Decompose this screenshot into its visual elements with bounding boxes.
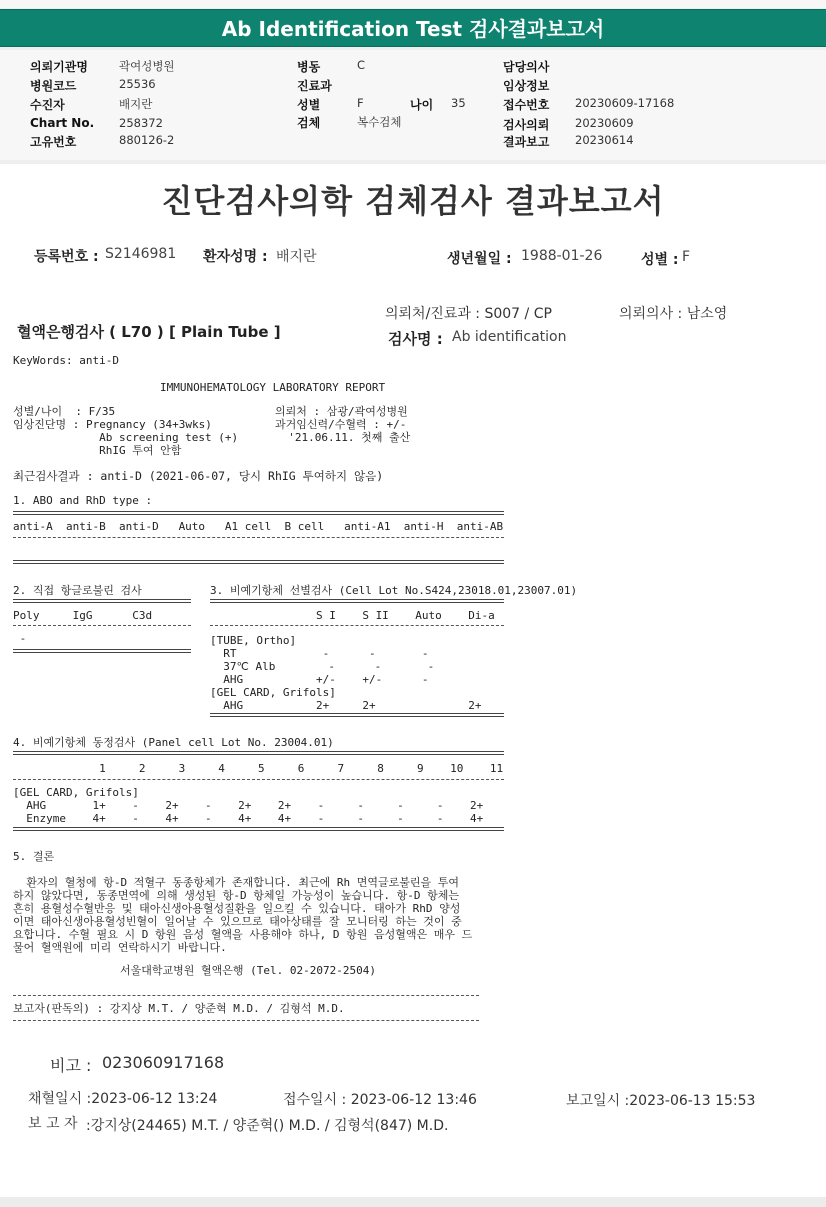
recent-result: 최근검사결과 : anti-D (2021-06-07, 당시 RhIG 투여하지 않음) <box>13 469 384 483</box>
section-4-title: 4. 비예기항체 동정검사 (Panel cell Lot No. 23004.01) <box>13 736 334 749</box>
collection-time: 채혈일시 :2023-06-12 13:24 <box>28 1091 218 1107</box>
header-value: 복수검체 <box>357 115 402 129</box>
header-label: 의뢰기관명 <box>30 60 88 74</box>
header-label: 진료과 <box>297 79 332 93</box>
dat-header: Poly IgG C3d <box>13 609 153 622</box>
header-label: 병원코드 <box>30 79 77 93</box>
top-strip <box>0 0 826 8</box>
header-value: C <box>357 58 366 72</box>
keywords: KeyWords: anti-D <box>13 354 119 367</box>
patient-name-label: 환자성명 : <box>203 249 268 265</box>
divider <box>210 625 504 626</box>
patient-info-left: 성별/나이 : F/35 임상진단명 : Pregnancy (34+3wks) Ab screening test (+) RhIG 투여 안함 <box>13 405 239 457</box>
bottom-strip <box>0 1197 826 1207</box>
divider <box>13 560 504 564</box>
divider <box>13 537 504 538</box>
divider <box>13 511 504 515</box>
registration-number: S2146981 <box>105 246 177 262</box>
divider <box>13 1020 479 1021</box>
requesting-doctor: 의뢰의사 : 남소영 <box>619 306 728 322</box>
header-value: 880126-2 <box>119 133 175 147</box>
reporter-value: :강지상(24465) M.T. / 양준혁() M.D. / 김형석(847) M.D. <box>86 1118 449 1134</box>
header-label: 병동 <box>297 60 321 74</box>
patient-info-right: 의뢰처 : 삼광/곽여성병원 과거임신력/수혈력 : +/- '21.06.11. 첫째 출산 <box>275 405 411 444</box>
panel-body: [GEL CARD, Grifols] AHG 1+ - 2+ - 2+ 2+ - - - - 2+ Enzyme 4+ - 4+ - 4+ 4+ - - - - 4+ <box>13 786 484 825</box>
section-1-title: 1. ABO and RhD type : <box>13 494 153 507</box>
header-value: 배지란 <box>119 97 153 111</box>
divider <box>13 625 191 626</box>
header-label-age: 나이 <box>410 98 434 112</box>
lab-report-heading: IMMUNOHEMATOLOGY LABORATORY REPORT <box>160 381 386 394</box>
dob-value: 1988-01-26 <box>521 248 603 264</box>
dob-label: 생년월일 : <box>447 251 512 267</box>
note-value: 023060917168 <box>102 1053 225 1072</box>
divider <box>13 779 504 780</box>
header-label: 결과보고 <box>503 135 550 149</box>
receipt-time: 접수일시 : 2023-06-12 13:46 <box>283 1092 477 1108</box>
divider <box>13 751 504 755</box>
header-value: 25536 <box>119 77 156 91</box>
header-value: 20230609-17168 <box>575 96 675 110</box>
registration-label: 등록번호 : <box>34 249 99 265</box>
reporting-physicians: 보고자(판독의) : 강지상 M.T. / 양준혁 M.D. / 김형석 M.D. <box>13 1002 345 1015</box>
header-value-age: 35 <box>451 96 466 110</box>
header-label: 수진자 <box>30 98 65 112</box>
section-2-title: 2. 직접 항글로불린 검사 <box>13 584 142 597</box>
header-value: F <box>357 96 364 110</box>
section-5-title: 5. 결론 <box>13 850 55 863</box>
header-label: Chart No. <box>30 116 95 130</box>
report-title: 진단검사의학 검체검사 결과보고서 <box>161 182 665 220</box>
report-time: 보고일시 :2023-06-13 15:53 <box>566 1093 756 1109</box>
header-value: 258372 <box>119 116 163 130</box>
header-label: 검사의뢰 <box>503 118 550 132</box>
note-label: 비고 : <box>50 1056 92 1075</box>
test-category: 혈액은행검사 ( L70 ) [ Plain Tube ] <box>17 323 281 341</box>
patient-name: 배지란 <box>276 249 317 265</box>
panel-header: 1 2 3 4 5 6 7 8 9 10 11 <box>13 762 504 775</box>
divider <box>13 827 504 831</box>
conclusion-text: 환자의 혈청에 항-D 적혈구 동종항체가 존재합니다. 최근에 Rh 면역글로불린을 투여 하지 않았다면, 동종면역에 의해 생성된 항-D 항체일 가능성이 높습니다. 항-D 항체는 흔히 용혈성수혈반응 및 태아신생아용혈성질환을 일으킬 수 있습니다. 태아가 RhD 양성 이면 태아신생아용혈성빈혈이 일어날 수 있으므로 태아상태를 잘 모니터링 하는 것이 중 요합니다. 수혈 필요 시 D 항원 음성 혈액을 사용해야 하나, D 항원 음성혈액은 매우 드 물어 혈액원에 미리 연락하시기 바랍니다. <box>13 876 473 954</box>
section-3-title: 3. 비예기항체 선별검사 (Cell Lot No.S424,23018.01,23007.01) <box>210 584 578 597</box>
screening-header: S I S II Auto Di-a <box>210 609 495 622</box>
divider <box>13 649 191 653</box>
divider <box>13 599 191 603</box>
header-value: 20230614 <box>575 133 634 147</box>
header-value: 20230609 <box>575 116 634 130</box>
divider <box>210 713 504 717</box>
header-label: 성별 <box>297 98 321 112</box>
sex-value: F <box>682 249 691 265</box>
header-label: 담당의사 <box>503 60 550 74</box>
divider <box>210 599 504 603</box>
header-label: 검체 <box>297 116 321 130</box>
blood-bank-contact: 서울대학교병원 혈액은행 (Tel. 02-2072-2504) <box>120 964 376 977</box>
abo-rhd-header: anti-A anti-B anti-D Auto A1 cell B cell anti-A1 anti-H anti-AB <box>13 520 504 533</box>
reporter-label: 보 고 자 <box>28 1116 78 1132</box>
header-value: 곽여성병원 <box>119 59 175 73</box>
header-label: 접수번호 <box>503 98 550 112</box>
test-name-value: Ab identification <box>452 329 567 345</box>
requesting-dept: 의뢰처/진료과 : S007 / CP <box>385 306 552 322</box>
sex-label: 성별 : <box>641 252 679 268</box>
dat-row: - <box>13 632 27 645</box>
report-banner-title: Ab Identification Test 검사결과보고서 <box>0 9 826 47</box>
divider <box>13 995 479 996</box>
header-label: 고유번호 <box>30 135 77 149</box>
screening-body: [TUBE, Ortho] RT - - - 37℃ Alb - - - AHG +/- +/- - [GEL CARD, Grifols] AHG 2+ 2+ 2+ <box>210 634 482 712</box>
header-label: 임상정보 <box>503 79 550 93</box>
test-name-label: 검사명 : <box>388 330 443 348</box>
header-info <box>0 50 826 160</box>
